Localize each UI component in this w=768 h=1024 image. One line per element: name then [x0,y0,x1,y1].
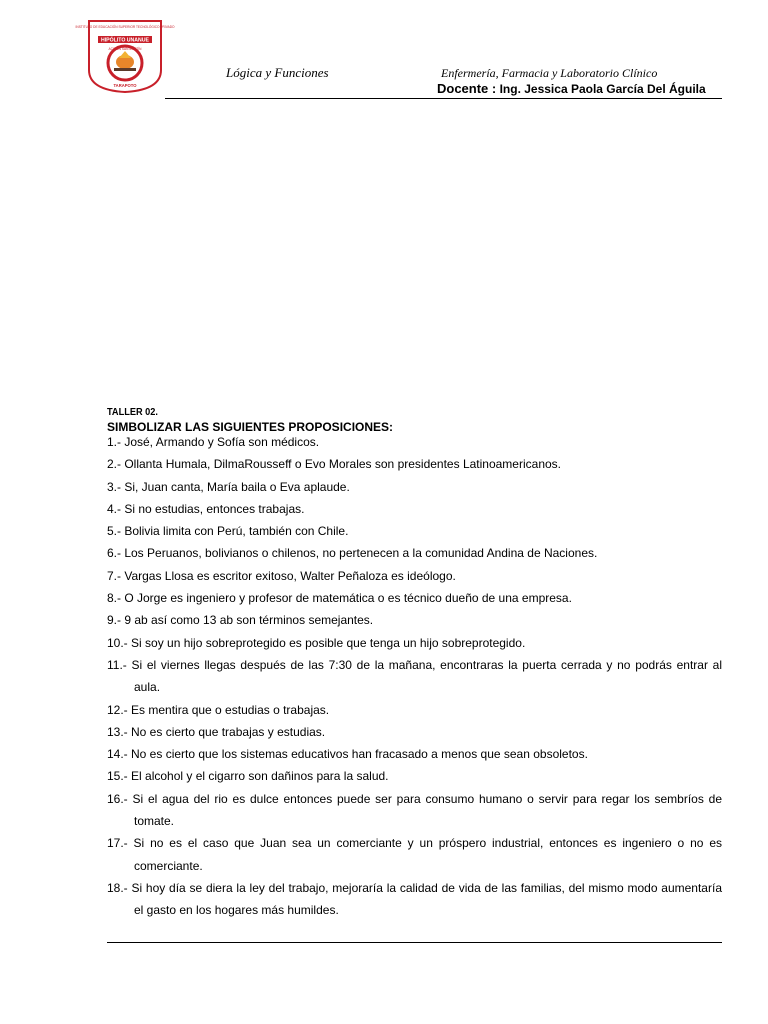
proposition-item: 8.- O Jorge es ingeniero y profesor de matemática o es técnico dueño de una empresa. [107,591,572,606]
proposition-item: 10.- Si soy un hijo sobreprotegido es posible que tenga un hijo sobreprotegido. [107,635,526,650]
proposition-item: 18.- Si hoy día se diera la ley del trabajo, mejoraría la calidad de vida de las familias, del mismo modo aumentaría el gasto en los hogares más humildes. [107,880,722,918]
proposition-item: 7.- Vargas Llosa es escritor exitoso, Walter Peñaloza es ideólogo. [107,568,456,583]
programs-title: Enfermería, Farmacia y Laboratorio Clínico [441,66,658,80]
course-title: Lógica y Funciones [226,65,329,80]
proposition-item: 4.- Si no estudias, entonces trabajas. [107,501,305,516]
logo-bottom-text: TARAPOTO [113,83,137,88]
logo-ring-text: ACCIÓN SAN MARTÍN [108,47,142,51]
proposition-item: 17.- Si no es el caso que Juan sea un comerciante y un próspero industrial, entonces es ingeniero o no es comerciante. [107,836,722,873]
logo-top-text: INSTITUTO DE EDUCACIÓN SUPERIOR TECNOLÓGICO PRIVADO [75,25,175,29]
proposition-item: 11.- Si el viernes llegas después de las 7:30 de la mañana, encontraras la puerta cerrada y no podrás entrar al aula. [107,657,722,695]
proposition-item: 16.- Si el agua del rio es dulce entonces puede ser para consumo humano o servir para regar los sembríos de tomate. [107,791,722,829]
proposition-item: 1.- José, Armando y Sofía son médicos. [107,435,320,449]
proposition-item: 12.- Es mentira que o estudias o trabajas. [107,702,330,717]
docente-name: Ing. Jessica Paola García Del Águila [499,82,706,96]
docente-label: Docente : [437,81,497,96]
proposition-item: 13.- No es cierto que trabajas y estudias. [107,724,326,739]
institution-logo [75,18,175,94]
workshop-title: TALLER 02. [107,407,158,418]
proposition-item: 15.- El alcohol y el cigarro son dañinos para la salud. [107,769,389,784]
workshop-instruction: SIMBOLIZAR LAS SIGUIENTES PROPOSICIONES: [107,420,394,434]
propositions-list [107,431,722,922]
docente-line [437,81,706,96]
logo-banner-text: HIPÓLITO UNANUE [100,37,150,44]
proposition-item: 14.- No es cierto que los sistemas educativos han fracasado a menos que sean obsoletos. [107,747,588,762]
proposition-item: 6.- Los Peruanos, bolivianos o chilenos, no pertenecen a la comunidad Andina de Naciones. [107,546,598,561]
header-divider [165,98,722,99]
footer-divider [107,942,722,943]
proposition-item: 3.- Si, Juan canta, María baila o Eva aplaude. [107,479,350,494]
proposition-item: 2.- Ollanta Humala, DilmaRousseff o Evo Morales son presidentes Latinoamericanos. [107,457,561,472]
proposition-item: 5.- Bolivia limita con Perú, también con Chile. [107,524,349,539]
proposition-item: 9.- 9 ab así como 13 ab son términos semejantes. [107,613,374,628]
